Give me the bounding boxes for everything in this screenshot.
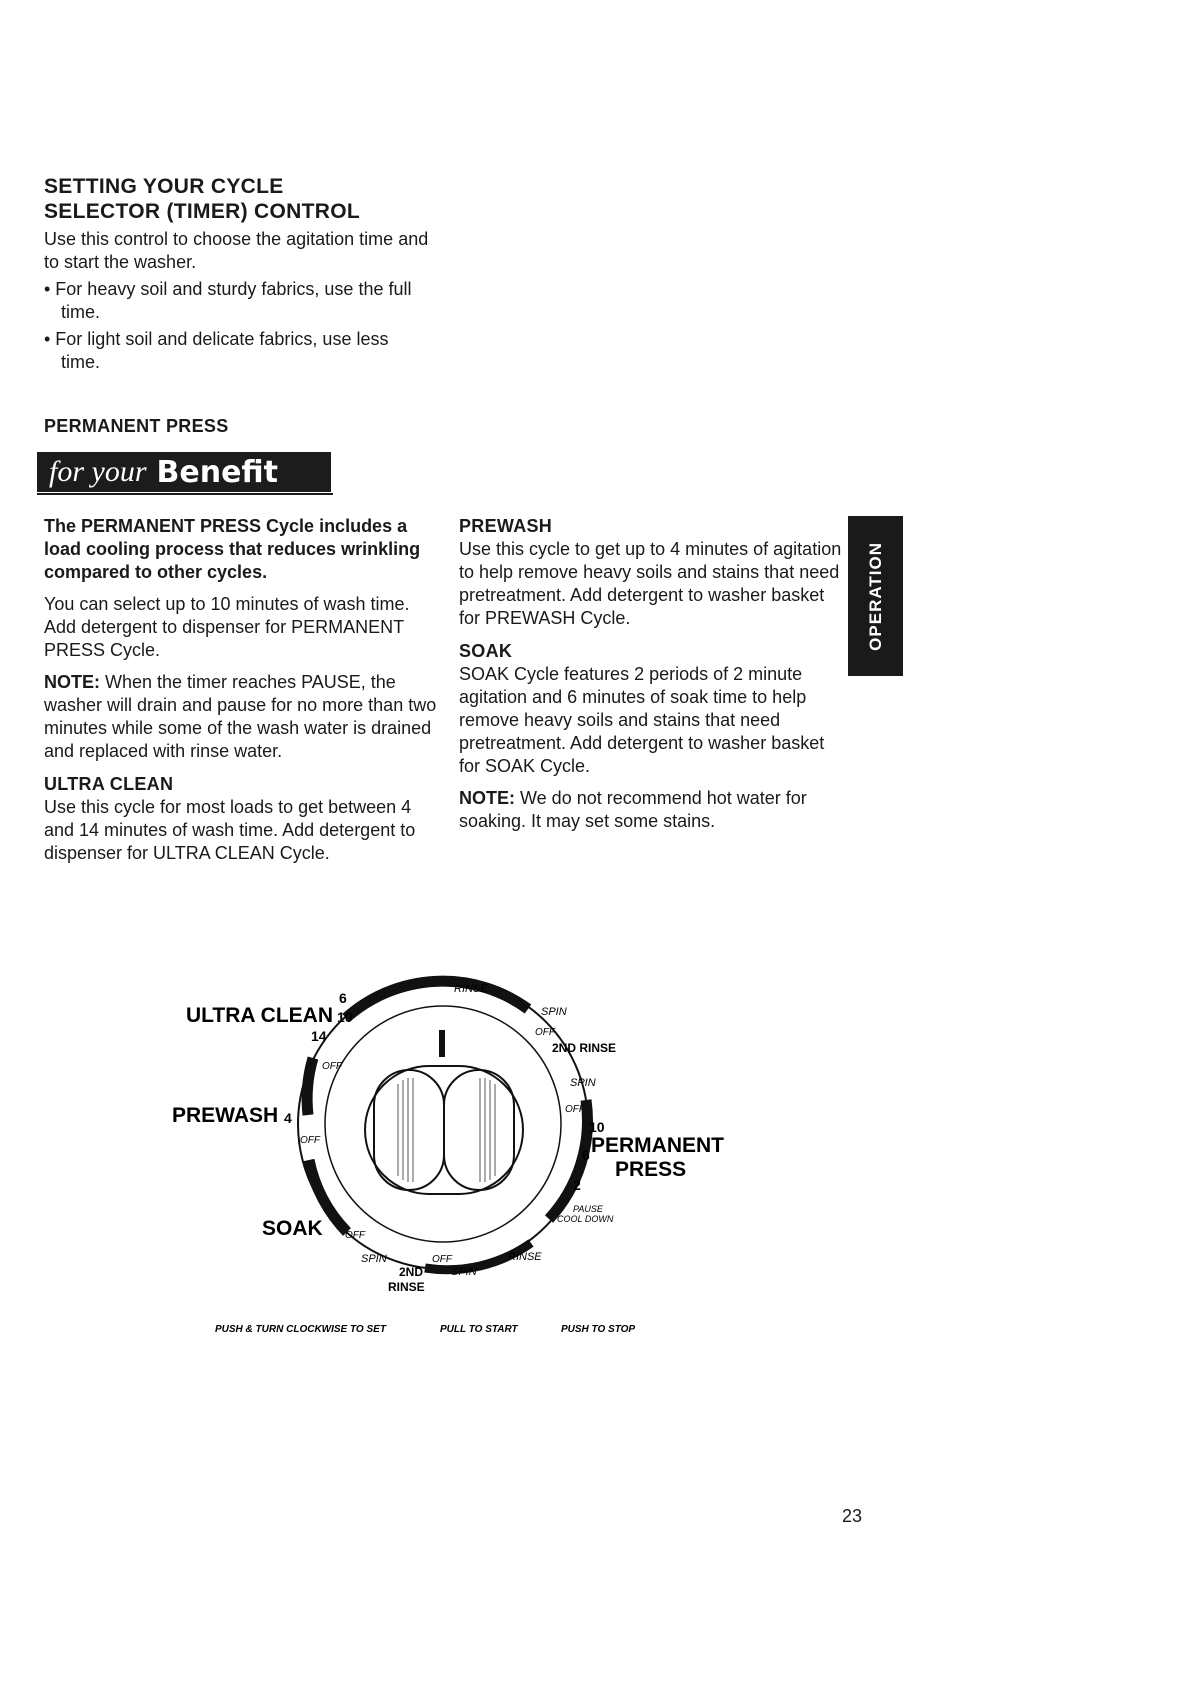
note-label: NOTE: [44, 672, 100, 692]
off-bottom-label: OFF [432, 1254, 452, 1265]
pull-start-instruction: PULL TO START [440, 1324, 518, 1335]
banner-underline [37, 493, 333, 495]
pp-10-min: 10 [589, 1119, 605, 1135]
pp-text: You can select up to 10 minutes of wash time. Add detergent to dispenser for PERMANENT PRESS Cycle. [44, 594, 410, 660]
bullet-heavy-soil: • For heavy soil and sturdy fabrics, use the full time. [44, 279, 412, 322]
soak-text: SOAK Cycle features 2 periods of 2 minute agitation and 6 minutes of soak time to help remove heavy soils and stains that need pretreatment. Add detergent to washer basket for SOAK Cycle. [459, 664, 825, 776]
side-tab-label: OPERATION [865, 541, 885, 651]
second-rinse-label: 2ND RINSE [552, 1041, 617, 1055]
pp-2-min: 2 [573, 1177, 581, 1193]
knob-left-grip [374, 1070, 444, 1190]
spin-bottom-left-label: SPIN [361, 1253, 387, 1265]
spin-right-label: SPIN [570, 1077, 596, 1089]
ultra-clean-label: ULTRA CLEAN [186, 1004, 333, 1027]
operation-side-tab [848, 516, 903, 676]
note-text: When the timer reaches PAUSE, the washer will drain and pause for no more than two minutes while some of the wash water is drained and replaced with rinse water. [44, 672, 437, 761]
spin-top-label: SPIN [541, 1006, 567, 1018]
permanent-press-heading: PERMANENT PRESS [44, 416, 229, 436]
soak-heading: SOAK [459, 641, 513, 661]
prewash-heading: PREWASH [459, 516, 553, 536]
pause-label: PAUSE [573, 1204, 603, 1214]
right-column [459, 515, 844, 833]
intro-text: Use this control to choose the agitation time and to start the washer. [44, 229, 429, 272]
rinse-bottom-label: RINSE [508, 1251, 542, 1263]
off-ultra-clean-label: OFF [322, 1061, 342, 1072]
cycle-selector-dial [0, 960, 1191, 1340]
section-heading-line1: SETTING YOUR CYCLE [44, 175, 284, 198]
cool-down-label: COOL DOWN [557, 1214, 614, 1224]
push-stop-instruction: PUSH TO STOP [561, 1324, 636, 1335]
press-label: PRESS [615, 1158, 687, 1181]
prewash-label: PREWASH [172, 1104, 279, 1127]
knob-right-grip [444, 1070, 514, 1190]
for-your-benefit-banner [37, 452, 331, 492]
off-soak-label: OFF [345, 1230, 365, 1241]
pp-benefit-text: The PERMANENT PRESS Cycle includes a load cooling process that reduces wrinkling compared to other cycles. [44, 516, 421, 582]
page-number: 23 [842, 1506, 863, 1526]
pp-note [44, 671, 439, 763]
ultra-clean-14-min: 14 [311, 1028, 327, 1044]
ultra-clean-10-min: 10 [337, 1009, 353, 1025]
ultra-clean-arc [346, 981, 528, 1018]
off-top-label: OFF [535, 1027, 555, 1038]
prewash-4-min: 4 [284, 1110, 292, 1126]
ultra-clean-6-min: 6 [339, 990, 347, 1006]
prewash-text: Use this cycle to get up to 4 minutes of agitation to help remove heavy soils and stains that need pretreatment. Add detergent to washer basket for PREWASH Cycle. [459, 539, 842, 628]
banner-for-your: for your [49, 455, 147, 488]
ultra-clean-heading: ULTRA CLEAN [44, 774, 174, 794]
note-text: We do not recommend hot water for soaking. It may set some stains. [459, 788, 807, 831]
intro-block [44, 228, 429, 374]
pp-6-min: 6 [582, 1147, 590, 1163]
bullet-light-soil: • For light soil and delicate fabrics, use less time. [44, 329, 389, 372]
ultra-clean-text: Use this cycle for most loads to get between 4 and 14 minutes of wash time. Add detergent to dispenser for ULTRA CLEAN Cycle. [44, 797, 416, 863]
push-turn-instruction: PUSH & TURN CLOCKWISE TO SET [215, 1324, 386, 1335]
off-right-label: OFF [565, 1104, 585, 1115]
permanent-label: PERMANENT [591, 1134, 725, 1157]
second-label: 2ND [399, 1265, 424, 1279]
section-heading-line2: SELECTOR (TIMER) CONTROL [44, 200, 360, 223]
soak-label: SOAK [262, 1217, 323, 1240]
spin-bottom-right-label: SPIN [451, 1266, 477, 1278]
rinse-top-label: RINSE [454, 983, 488, 995]
off-prewash-label: OFF [300, 1135, 320, 1146]
second-rinse-bottom-label: RINSE [388, 1280, 425, 1294]
left-column [44, 515, 439, 865]
dial-pointer [439, 1030, 445, 1057]
soak-note [459, 787, 844, 833]
prewash-arc [307, 1058, 313, 1115]
note-label: NOTE: [459, 788, 515, 808]
banner-benefit: Benefit [156, 454, 278, 490]
